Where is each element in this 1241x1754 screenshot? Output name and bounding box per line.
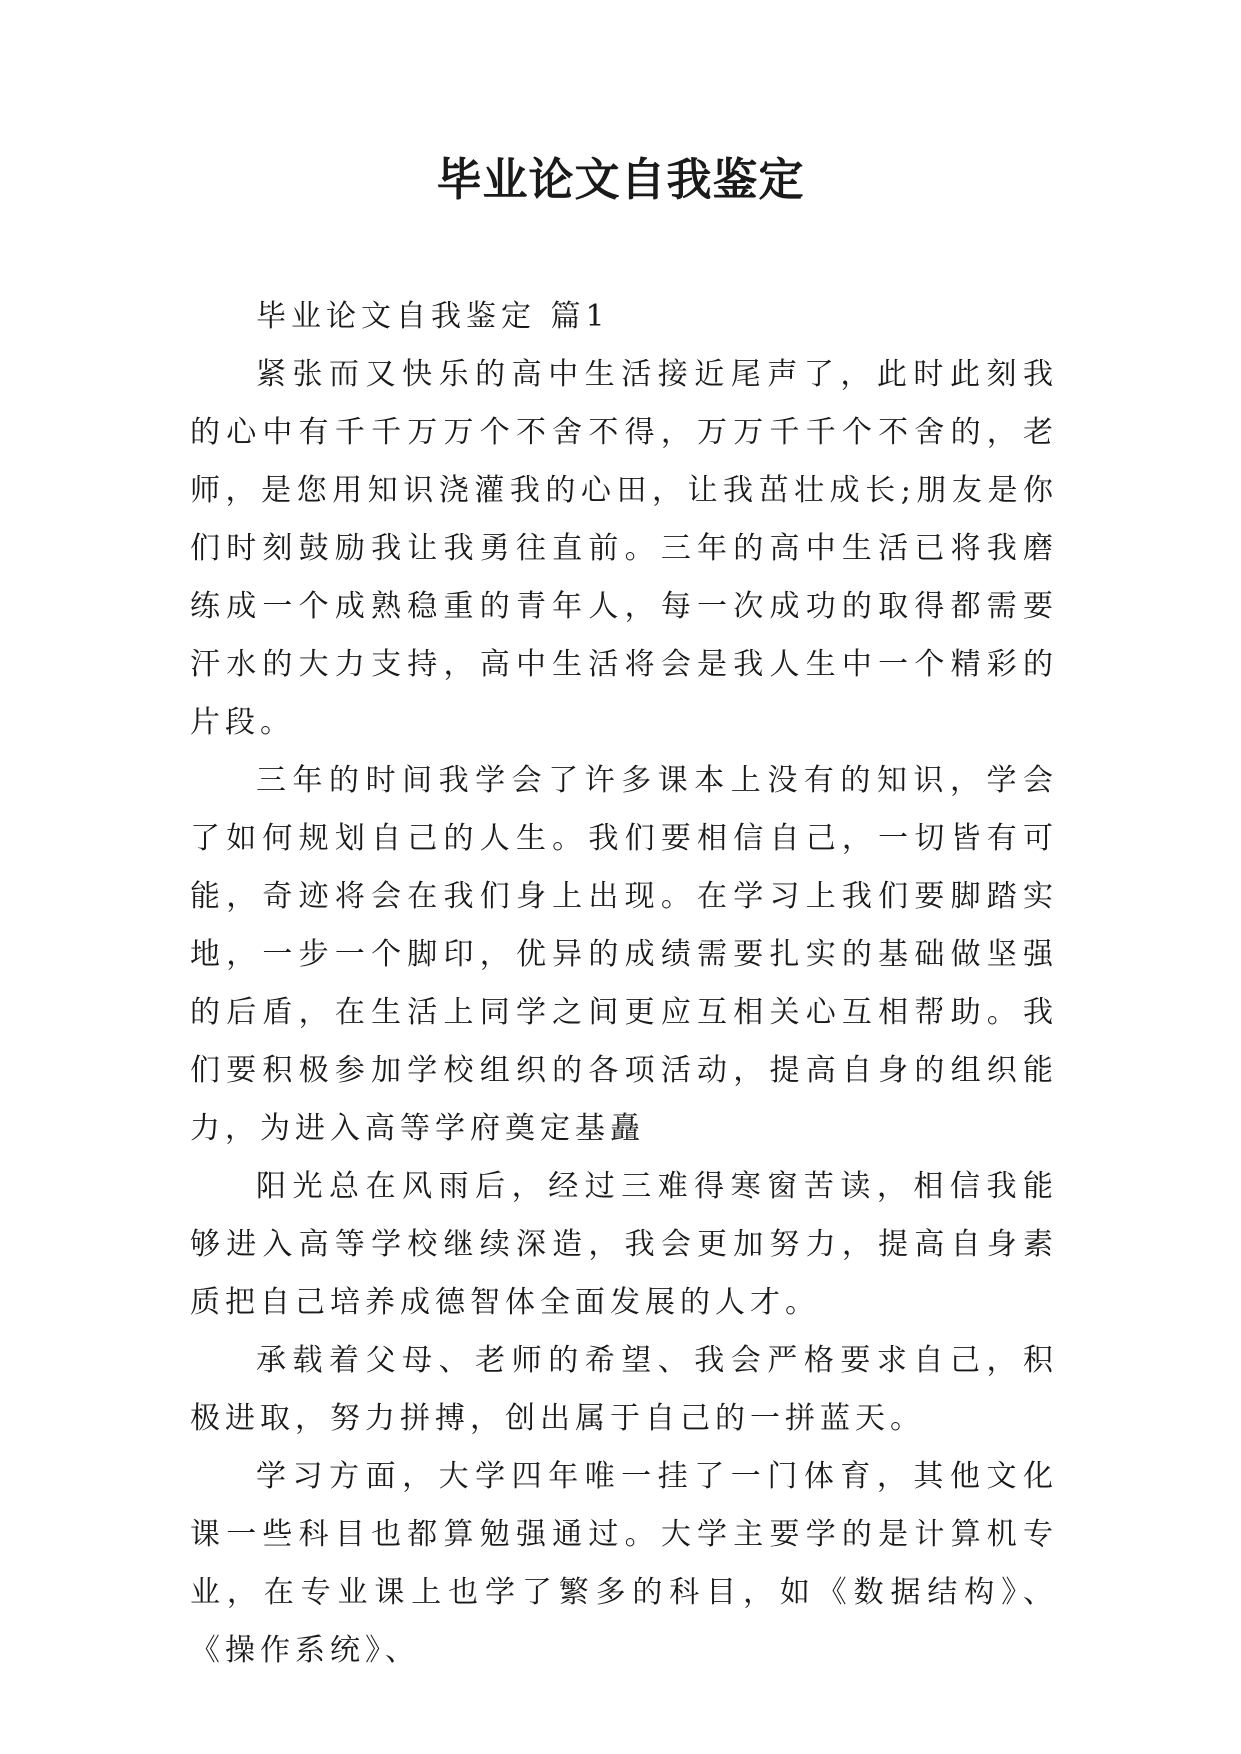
paragraph: 三年的时间我学会了许多课本上没有的知识，学会了如何规划自己的人生。我们要相信自己，一切皆有可能，奇迹将会在我们身上出现。在学习上我们要脚踏实地，一步一个脚印，优异的成绩需要扎实的基础做坚强的后盾，在生活上同学之间更应互相关心互相帮助。我们要积极参加学校组织的各项活动，提高自身的组织能力，为进入高等学府奠定基矗 — [190, 763, 1058, 1146]
paragraph: 阳光总在风雨后，经过三难得寒窗苦读，相信我能够进入高等学校继续深造，我会更加努力，提高自身素质把自己培养成德智体全面发展的人才。 — [190, 1169, 1058, 1320]
paragraph: 学习方面，大学四年唯一挂了一门体育，其他文化课一些科目也都算勉强通过。大学主要学的是计算机专业，在专业课上也学了繁多的科目，如《数据结构》、《操作系统》、 — [190, 1459, 1058, 1668]
paragraph: 紧张而又快乐的高中生活接近尾声了，此时此刻我的心中有千千万万个不舍不得，万万千千个不舍的，老师，是您用知识浇灌我的心田，让我茁壮成长;朋友是你们时刻鼓励我让我勇往直前。三年的高中生活已将我磨练成一个成熟稳重的青年人，每一次成功的取得都需要汗水的大力支持，高中生活将会是我人生中一个精彩的片段。 — [190, 357, 1058, 740]
paragraph: 承载着父母、老师的希望、我会严格要求自己，积极进取，努力拼搏，创出属于自己的一拼蓝天。 — [190, 1343, 1058, 1436]
document-body — [190, 288, 1058, 1680]
document-title: 毕业论文自我鉴定 — [436, 153, 805, 206]
section-heading: 毕业论文自我鉴定 篇1 — [256, 299, 610, 334]
